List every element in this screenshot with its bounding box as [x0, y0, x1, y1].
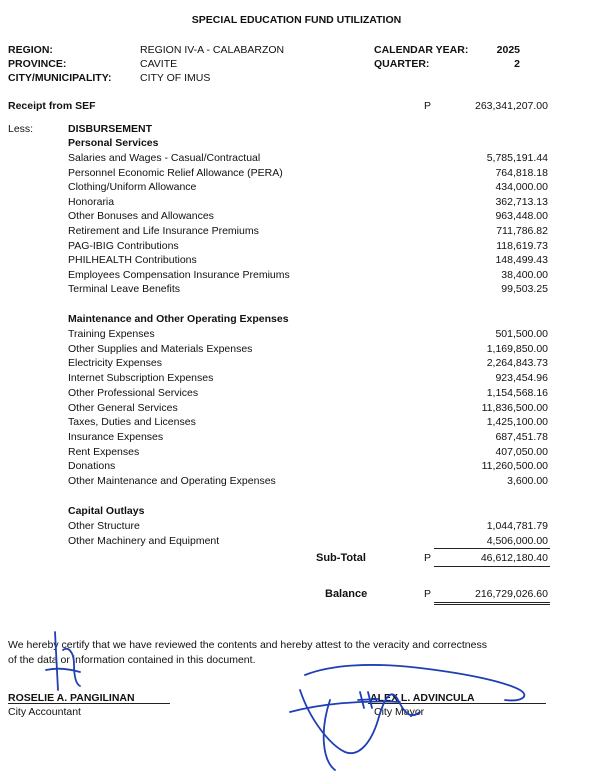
line-item-label: Honoraria	[68, 195, 115, 208]
receipt-currency: P	[424, 100, 432, 112]
quarter-label: QUARTER:	[374, 58, 430, 70]
balance-currency: P	[424, 588, 432, 600]
certification-line-1: We hereby certify that we have reviewed the contents and hereby attest to the veracity and correctness	[8, 639, 487, 651]
region-value: REGION IV-A - CALABARZON	[140, 44, 285, 56]
receipt-label: Receipt from SEF	[8, 100, 96, 112]
line-item	[68, 460, 548, 474]
line-item-amount: 118,619.73	[496, 239, 548, 252]
line-item	[68, 520, 548, 534]
line-item-amount: 1,044,781.79	[486, 520, 548, 532]
city-value: CITY OF IMUS	[140, 72, 211, 84]
line-item-label: Other Professional Services	[68, 386, 199, 399]
line-item-label: Clothing/Uniform Allowance	[68, 181, 197, 194]
line-item	[68, 152, 548, 166]
line-item-amount: 148,499.43	[495, 254, 548, 267]
line-item	[68, 402, 548, 416]
line-item-amount: 1,169,850.00	[486, 342, 548, 355]
subtotal-rule	[434, 548, 550, 549]
less-label: Less:	[8, 123, 34, 135]
line-item	[68, 387, 548, 401]
line-item	[68, 240, 548, 254]
disbursement-heading: DISBURSEMENT	[68, 123, 153, 135]
line-item	[68, 181, 548, 195]
line-item-amount: 362,713.13	[495, 195, 548, 208]
line-item-amount: 2,264,843.73	[486, 357, 548, 370]
line-item-label: Electricity Expenses	[68, 357, 162, 370]
line-item	[68, 225, 548, 239]
line-item-label: Salaries and Wages - Casual/Contractual	[68, 152, 261, 164]
line-item-amount: 407,050.00	[495, 445, 548, 458]
capital-outlays-heading: Capital Outlays	[68, 505, 145, 517]
line-item	[68, 416, 548, 430]
line-item-amount: 434,000.00	[495, 181, 548, 194]
line-item-label: Employees Compensation Insurance Premiums	[68, 268, 290, 281]
line-item	[68, 475, 548, 489]
line-item-label: PHILHEALTH Contributions	[68, 254, 197, 267]
line-item-label: Other Maintenance and Operating Expenses	[68, 475, 276, 487]
line-item-label: PAG-IBIG Contributions	[68, 239, 179, 252]
line-item-amount: 501,500.00	[495, 328, 548, 340]
line-item	[68, 167, 548, 181]
line-item-amount: 711,786.82	[496, 225, 548, 237]
line-item	[68, 269, 548, 283]
accountant-signature-stroke	[46, 669, 80, 672]
subtotal-label: Sub-Total	[316, 552, 366, 564]
region-label: REGION:	[8, 44, 53, 56]
line-item	[68, 535, 548, 549]
line-item-label: Training Expenses	[68, 328, 155, 340]
balance-amount: 216,729,026.60	[475, 588, 548, 600]
subtotal-amount: 46,612,180.40	[480, 552, 548, 564]
receipt-amount: 263,341,207.00	[475, 100, 548, 112]
line-item	[68, 357, 548, 371]
line-item	[68, 372, 548, 386]
subtotal-currency: P	[424, 552, 432, 564]
balance-label: Balance	[325, 588, 368, 600]
line-item-label: Personnel Economic Relief Allowance (PERA)	[68, 166, 283, 179]
line-item-amount: 11,260,500.00	[481, 460, 548, 473]
line-item-label: Rent Expenses	[68, 445, 140, 458]
mayor-title: City Mayor	[374, 706, 425, 718]
line-item-label: Taxes, Duties and Licenses	[68, 416, 196, 429]
personal-services-heading: Personal Services	[68, 137, 159, 149]
line-item-amount: 764,818.18	[495, 166, 548, 179]
line-item	[68, 283, 548, 297]
subtotal-underline	[434, 566, 550, 567]
line-item-label: Internet Subscription Expenses	[68, 372, 214, 385]
line-item-amount: 687,451.78	[495, 430, 548, 443]
line-item	[68, 343, 548, 357]
line-item	[68, 254, 548, 268]
mooe-heading: Maintenance and Other Operating Expenses	[68, 313, 289, 325]
line-item-label: Other Machinery and Equipment	[68, 535, 220, 547]
line-item-label: Insurance Expenses	[68, 430, 164, 443]
line-item	[68, 446, 548, 460]
line-item-label: Retirement and Life Insurance Premiums	[68, 225, 259, 237]
document-title: SPECIAL EDUCATION FUND UTILIZATION	[191, 14, 402, 26]
line-item-amount: 5,785,191.44	[486, 152, 548, 164]
line-item-amount: 99,503.25	[501, 283, 548, 296]
calendar-year-value: 2025	[496, 44, 520, 56]
line-item-label: Other Bonuses and Allowances	[68, 210, 214, 223]
calendar-year-label: CALENDAR YEAR:	[374, 44, 469, 56]
line-item	[68, 328, 548, 342]
accountant-name: ROSELIE A. PANGILINAN	[8, 692, 135, 704]
province-value: CAVITE	[140, 58, 178, 70]
line-item-amount: 1,425,100.00	[486, 416, 548, 429]
line-item	[68, 431, 548, 445]
line-item-amount: 3,600.00	[507, 475, 548, 487]
balance-underline-1	[434, 602, 550, 603]
line-item	[68, 210, 548, 224]
line-item	[68, 196, 548, 210]
line-item-amount: 11,836,500.00	[481, 401, 548, 414]
accountant-title: City Accountant	[8, 706, 81, 718]
line-item-amount: 4,506,000.00	[486, 535, 548, 547]
line-item-amount: 923,454.96	[495, 372, 548, 385]
line-item-amount: 963,448.00	[495, 210, 548, 223]
mayor-signature-stroke	[324, 700, 335, 770]
quarter-value: 2	[514, 58, 520, 70]
city-label: CITY/MUNICIPALITY:	[8, 72, 112, 84]
balance-underline-2	[434, 604, 550, 605]
line-item-label: Donations	[68, 460, 116, 473]
province-label: PROVINCE:	[8, 58, 67, 70]
certification-line-2: of the data or information contained in this document.	[8, 654, 256, 666]
line-item-label: Terminal Leave Benefits	[68, 283, 181, 296]
mayor-name: ALEX L. ADVINCULA	[370, 692, 475, 704]
line-item-amount: 1,154,568.16	[486, 386, 548, 399]
line-item-label: Other Structure	[68, 520, 140, 532]
line-item-amount: 38,400.00	[501, 268, 548, 281]
line-item-label: Other General Services	[68, 401, 178, 414]
line-item-label: Other Supplies and Materials Expenses	[68, 342, 253, 355]
